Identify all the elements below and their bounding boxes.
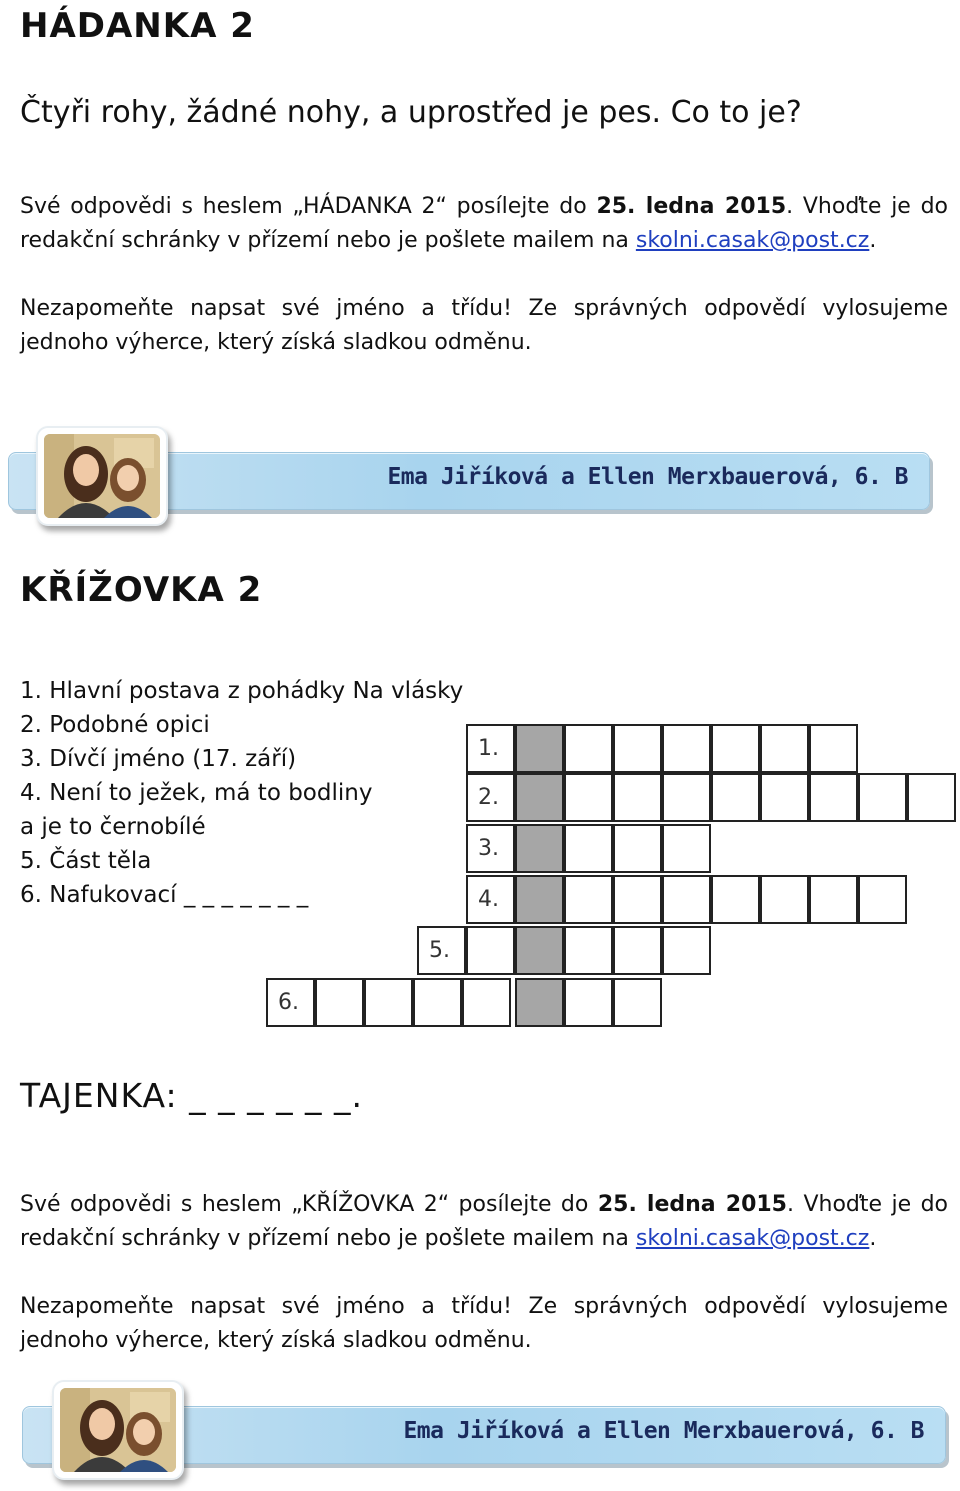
riddle-reminder: Nezapomeňte napsat své jméno a třídu! Ze správných odpovědí vylosujeme jednoho výherce, který získá sladkou odměnu. <box>20 296 948 355</box>
row-number: 6. <box>278 990 299 1015</box>
author-banner <box>0 426 960 536</box>
crossword-cell[interactable] <box>466 926 515 975</box>
crossword-cell[interactable] <box>564 875 613 924</box>
clue-item: 2. Podobné opici <box>20 712 210 738</box>
crossword-cell[interactable] <box>809 875 858 924</box>
instructions-text: Své odpovědi s heslem „KŘÍŽOVKA 2“ posílejte do <box>20 1192 598 1217</box>
clue-item: 6. Nafukovací _ _ _ _ _ _ _ <box>20 882 309 908</box>
author-photo <box>36 426 168 526</box>
clue-item: a je to černobílé <box>20 814 206 840</box>
crossword-reminder: Nezapomeňte napsat své jméno a třídu! Ze správných odpovědí vylosujeme jednoho výherce, který získá sladkou odměnu. <box>20 1294 948 1353</box>
crossword-cell[interactable] <box>613 724 662 773</box>
row-number: 4. <box>478 887 499 912</box>
row-number: 5. <box>429 938 450 963</box>
crossword-cell[interactable] <box>613 875 662 924</box>
row-number: 1. <box>478 736 499 761</box>
crossword-cell[interactable] <box>466 724 515 773</box>
crossword-cell[interactable] <box>417 926 466 975</box>
crossword-instructions <box>20 1188 948 1256</box>
deadline: 25. ledna 2015 <box>597 1192 787 1217</box>
riddle-question: Čtyři rohy, žádné nohy, a uprostřed je pes. Co to je? <box>20 95 802 130</box>
crossword-cell[interactable] <box>564 724 613 773</box>
crossword-cell[interactable] <box>760 773 809 822</box>
crossword-cell[interactable] <box>466 875 515 924</box>
crossword-cell[interactable] <box>613 773 662 822</box>
crossword-cell-solution[interactable] <box>515 724 564 773</box>
crossword-cell[interactable] <box>907 773 956 822</box>
instructions-text: Své odpovědi s heslem „HÁDANKA 2“ posílejte do <box>20 194 597 219</box>
crossword-title: KŘÍŽOVKA 2 <box>20 570 263 610</box>
crossword-cell[interactable] <box>662 824 711 873</box>
deadline: 25. ledna 2015 <box>596 194 787 219</box>
instructions-text: . Vhoďte je do redakční schránky v přízemí nebo je pošlete mailem na <box>20 1192 949 1251</box>
crossword-cell[interactable] <box>564 773 613 822</box>
clue-item: 3. Dívčí jméno (17. září) <box>20 746 297 772</box>
crossword-cell[interactable] <box>858 875 907 924</box>
instructions-text: . <box>869 1226 877 1251</box>
crossword-cell[interactable] <box>564 978 613 1027</box>
instructions-text: . Vhoďte je do redakční schránky v přízemí nebo je pošlete mailem na <box>20 194 948 253</box>
author-photo <box>52 1380 184 1480</box>
crossword-cell[interactable] <box>809 724 858 773</box>
email-link[interactable]: skolni.casak@post.cz <box>635 228 870 253</box>
crossword-cell[interactable] <box>613 824 662 873</box>
crossword-cell[interactable] <box>662 773 711 822</box>
crossword-cell[interactable] <box>613 978 662 1027</box>
clue-item: 5. Část těla <box>20 848 152 874</box>
crossword-cell[interactable] <box>564 926 613 975</box>
crossword-cell[interactable] <box>662 875 711 924</box>
clue-item: 1. Hlavní postava z pohádky Na vlásky <box>20 678 464 704</box>
crossword-cell[interactable] <box>462 978 511 1027</box>
authors-photo-image <box>60 1388 176 1472</box>
crossword-cell[interactable] <box>711 773 760 822</box>
row-number: 3. <box>478 836 499 861</box>
crossword-cell[interactable] <box>858 773 907 822</box>
crossword-cell[interactable] <box>711 724 760 773</box>
crossword-cell[interactable] <box>315 978 364 1027</box>
crossword-cell[interactable] <box>466 773 515 822</box>
crossword-cell[interactable] <box>266 978 315 1027</box>
tajenka: TAJENKA: _ _ _ _ _ _. <box>20 1076 364 1115</box>
crossword-cell-solution[interactable] <box>515 926 564 975</box>
crossword-cell[interactable] <box>662 926 711 975</box>
clue-item: 4. Není to ježek, má to bodliny <box>20 780 373 806</box>
authors-photo-image <box>44 434 160 518</box>
banner-authors: Ema Jiříková a Ellen Merxbauerová, 6. B <box>387 464 908 490</box>
crossword-cell-solution[interactable] <box>515 824 564 873</box>
crossword-cell[interactable] <box>760 875 809 924</box>
crossword-cell[interactable] <box>466 824 515 873</box>
crossword-cell[interactable] <box>364 978 413 1027</box>
crossword-cell[interactable] <box>809 773 858 822</box>
crossword-cell-solution[interactable] <box>515 875 564 924</box>
crossword-cell[interactable] <box>662 724 711 773</box>
riddle-instructions <box>20 190 948 258</box>
instructions-text: . <box>869 228 877 253</box>
email-link[interactable]: skolni.casak@post.cz <box>635 1226 870 1251</box>
riddle-title: HÁDANKA 2 <box>20 6 255 46</box>
crossword-cell-solution[interactable] <box>515 978 564 1027</box>
crossword-cell[interactable] <box>760 724 809 773</box>
row-number: 2. <box>478 785 499 810</box>
crossword-cell[interactable] <box>413 978 462 1027</box>
crossword-cell-solution[interactable] <box>515 773 564 822</box>
banner-authors: Ema Jiříková a Ellen Merxbauerová, 6. B <box>403 1418 924 1444</box>
crossword-cell[interactable] <box>564 824 613 873</box>
crossword-cell[interactable] <box>711 875 760 924</box>
crossword-cell[interactable] <box>613 926 662 975</box>
author-banner <box>0 1380 960 1490</box>
crossword-clues <box>20 674 463 912</box>
